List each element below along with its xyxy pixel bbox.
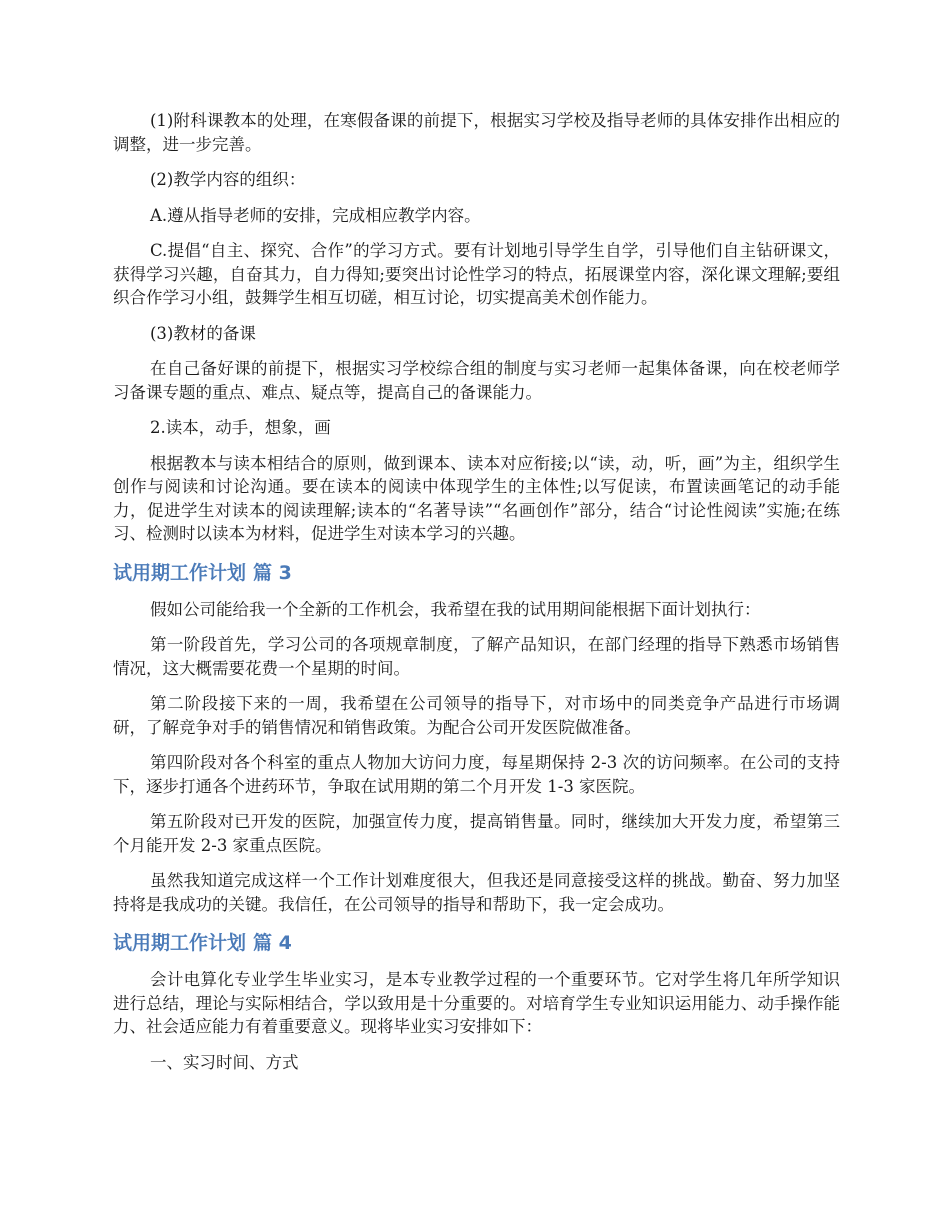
paragraph: C.提倡“自主、探究、合作”的学习方式。要有计划地引导学生自学，引导他们自主钻研课文，获得学习兴趣，自奋其力，自力得知;要突出讨论性学习的特点，拓展课堂内容，深化课文理解;要组织合作学习小组，鼓舞学生相互切磋，相互讨论，切实提高美术创作能力。 <box>113 241 840 307</box>
paragraph: (2)教学内容的组织： <box>150 170 306 189</box>
section-heading-number: 篇 4 <box>253 932 292 954</box>
paragraph: (3)教材的备课 <box>150 323 256 343</box>
section-heading-title: 试用期工作计划 <box>113 932 247 954</box>
paragraph: 第五阶段对已开发的医院，加强宣传力度，提高销售量。同时，继续加大开发力度，希望第三个月能开发 2-3 家重点医院。 <box>113 812 840 855</box>
paragraph: 根据教本与读本相结合的原则，做到课本、读本对应衔接;以“读，动，听，画”为主，组织学生创作与阅读和讨论沟通。要在读本的阅读中体现学生的主体性;以写促读，布置读画笔记的动手能力，促进学生对读本的阅读理解;读本的“名著导读”“名画创作”部分，结合“讨论性阅读”实施;在练习、检测时以读本为材料，促进学生对读本学习的兴趣。 <box>113 453 840 543</box>
section-heading-3 <box>113 560 840 586</box>
paragraph: (1)附科课教本的处理，在寒假备课的前提下，根据实习学校及指导老师的具体安排作出相应的调整，进一步完善。 <box>113 111 840 154</box>
paragraph: 一、实习时间、方式 <box>150 1052 299 1072</box>
section-heading-title: 试用期工作计划 <box>113 561 247 584</box>
paragraph: 在自己备好课的前提下，根据实习学校综合组的制度与实习老师一起集体备课，向在校老师学习备课专题的重点、难点、疑点等，提高自己的备课能力。 <box>113 359 840 402</box>
paragraph: A.遵从指导老师的安排，完成相应教学内容。 <box>150 205 481 225</box>
paragraph: 2.读本，动手，想象，画 <box>150 418 331 437</box>
paragraph: 第四阶段对各个科室的重点人物加大访问力度，每星期保持 2-3 次的访问频率。在公司的支持下，逐步打通各个进药环节，争取在试用期的第二个月开发 1-3 家医院。 <box>113 753 840 796</box>
paragraph: 虽然我知道完成这样一个工作计划难度很大，但我还是同意接受这样的挑战。勤奋、努力加坚持将是我成功的关键。我信任，在公司领导的指导和帮助下，我一定会成功。 <box>113 871 840 914</box>
paragraph: 第一阶段首先，学习公司的各项规章制度，了解产品知识，在部门经理的指导下熟悉市场销售情况，这大概需要花费一个星期的时间。 <box>113 635 840 678</box>
paragraph: 会计电算化专业学生毕业实习，是本专业教学过程的一个重要环节。它对学生将几年所学知识进行总结，理论与实际相结合，学以致用是十分重要的。对培育学生专业知识运用能力、动手操作能力、社会适应能力有着重要意义。现将毕业实习安排如下： <box>113 970 840 1036</box>
paragraph: 假如公司能给我一个全新的工作机会，我希望在我的试用期间能根据下面计划执行： <box>150 599 761 619</box>
section-heading-4 <box>113 930 840 956</box>
paragraph: 第二阶段接下来的一周，我希望在公司领导的指导下，对市场中的同类竞争产品进行市场调研，了解竞争对手的销售情况和销售政策。为配合公司开发医院做准备。 <box>113 694 840 737</box>
section-heading-number: 篇 3 <box>253 561 292 584</box>
